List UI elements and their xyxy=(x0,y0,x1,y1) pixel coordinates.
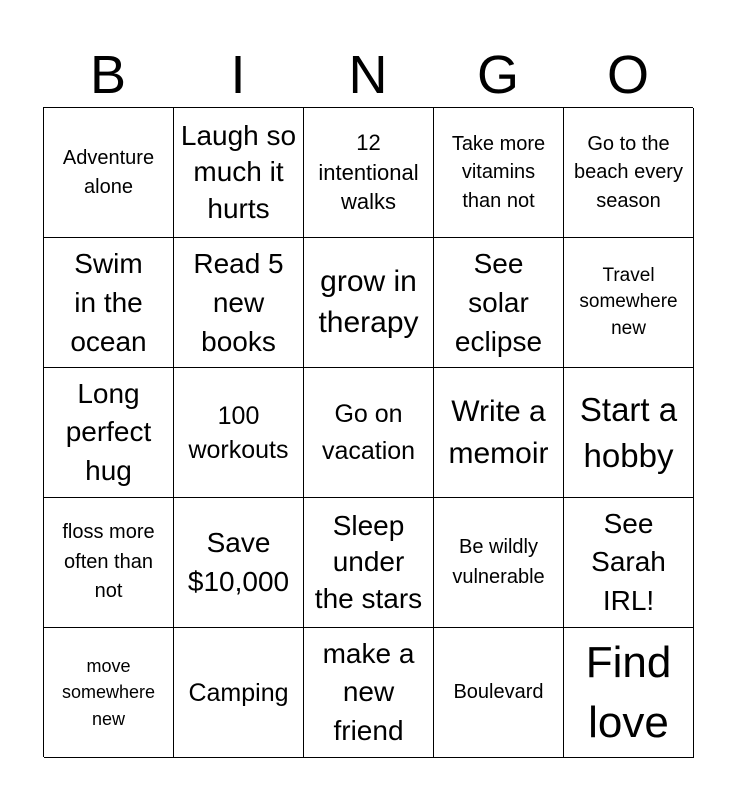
cell-label: Boulevard xyxy=(453,681,544,704)
header-letter-i: I xyxy=(230,45,246,105)
bingo-cell[interactable] xyxy=(434,368,564,498)
header-letter-g: G xyxy=(476,45,519,105)
cell-label: Find love xyxy=(585,638,672,747)
cell-label: Go on vacation xyxy=(321,400,416,465)
bingo-cell[interactable] xyxy=(44,498,174,628)
cell-label: Be wildly vulnerable xyxy=(452,536,545,588)
bingo-cell[interactable] xyxy=(564,498,694,628)
cell-label: Read 5 new books xyxy=(193,247,284,358)
cell-label: grow in therapy xyxy=(318,265,419,339)
cell-label: Camping xyxy=(188,678,289,707)
bingo-cell[interactable] xyxy=(44,238,174,368)
cell-label: Sleep under the stars xyxy=(314,509,423,614)
bingo-cell[interactable] xyxy=(174,238,304,368)
bingo-cell[interactable] xyxy=(434,498,564,628)
bingo-cell[interactable] xyxy=(564,238,694,368)
cell-label: Take more vitamins than not xyxy=(451,132,546,212)
bingo-cell[interactable] xyxy=(434,238,564,368)
bingo-cell[interactable] xyxy=(304,498,434,628)
bingo-cell[interactable] xyxy=(304,108,434,238)
cell-label: See solar eclipse xyxy=(454,247,543,358)
cell-label: move somewhere new xyxy=(61,655,156,729)
cell-label: Go to the beach every season xyxy=(574,132,683,212)
bingo-cell[interactable] xyxy=(174,368,304,498)
bingo-header xyxy=(43,42,693,106)
cell-label: make a new friend xyxy=(322,637,415,746)
bingo-cell[interactable] xyxy=(304,628,434,758)
cell-label: 12 intentional walks xyxy=(318,129,419,215)
cell-label: See Sarah IRL! xyxy=(591,507,666,616)
cell-label: Travel somewhere new xyxy=(579,265,678,339)
bingo-cell[interactable] xyxy=(44,368,174,498)
cell-label: Long perfect hug xyxy=(65,377,152,486)
header-letter-b: B xyxy=(89,45,127,105)
bingo-cell[interactable] xyxy=(564,108,694,238)
header-letter-n: N xyxy=(348,45,388,105)
bingo-cell[interactable] xyxy=(564,368,694,498)
bingo-cell[interactable] xyxy=(304,368,434,498)
cell-label: floss more often than not xyxy=(62,521,155,603)
bingo-cell[interactable] xyxy=(434,628,564,758)
bingo-cell[interactable] xyxy=(174,628,304,758)
bingo-cell[interactable] xyxy=(434,108,564,238)
cell-label: Write a memoir xyxy=(448,395,549,470)
bingo-cell[interactable] xyxy=(174,498,304,628)
cell-label: Adventure alone xyxy=(62,146,155,198)
cell-label: 100 workouts xyxy=(188,401,289,464)
cell-label: Laugh so much it hurts xyxy=(180,119,297,224)
cell-label: Start a hobby xyxy=(579,390,678,474)
bingo-cell[interactable] xyxy=(564,628,694,758)
bingo-cell[interactable] xyxy=(174,108,304,238)
bingo-board xyxy=(43,107,693,757)
cell-label: Swim in the ocean xyxy=(70,247,147,358)
bingo-cell[interactable] xyxy=(44,108,174,238)
bingo-cell[interactable] xyxy=(44,628,174,758)
cell-label: Save $10,000 xyxy=(187,527,290,597)
bingo-cell[interactable] xyxy=(304,238,434,368)
header-letter-o: O xyxy=(606,45,649,105)
